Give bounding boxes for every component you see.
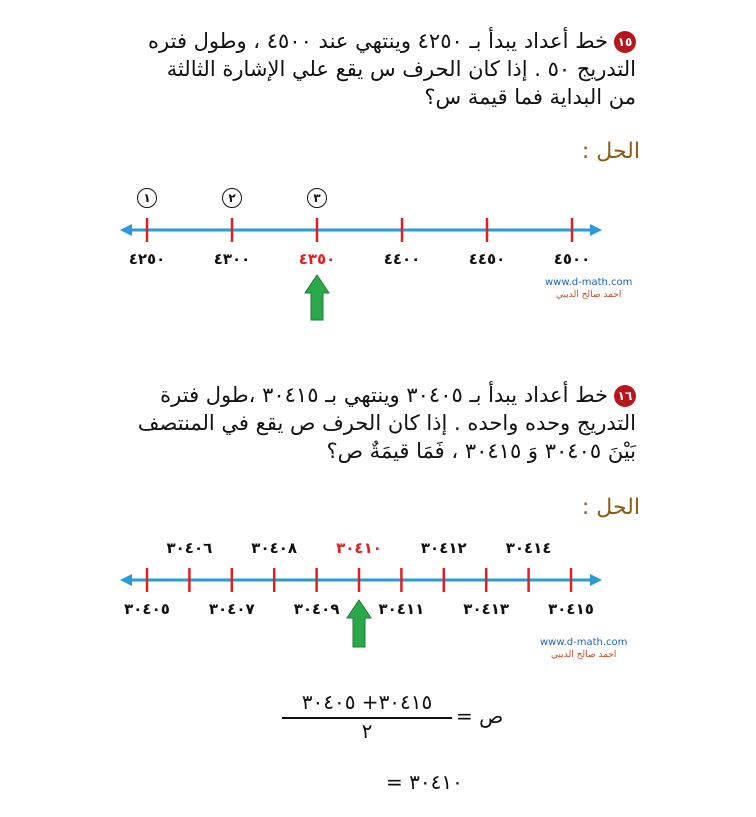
axis-arrow-left bbox=[120, 224, 132, 236]
up-arrow-icon bbox=[305, 275, 329, 320]
tick-label: ٤٥٠٠ bbox=[553, 250, 591, 268]
up-arrow-icon bbox=[347, 600, 371, 647]
tick-label: ٤٤٥٠ bbox=[468, 250, 506, 268]
tick-label: ٤٣٠٠ bbox=[213, 250, 251, 268]
tick-label-top: ٣٠٤١٤ bbox=[505, 539, 552, 557]
equation-lhs: ص = bbox=[456, 704, 504, 728]
tick-label-bottom: ٣٠٤٠٧ bbox=[208, 600, 255, 618]
tick-label-top: ٣٠٤٠٨ bbox=[251, 539, 298, 557]
tick-label-top: ٣٠٤٠٦ bbox=[166, 539, 213, 557]
question-16-number-badge: ١٦ bbox=[614, 385, 636, 407]
question-16-line-2: التدريج وحده واحده . إذا كان الحرف ص يقع في المنتصف bbox=[137, 411, 636, 435]
question-15-line-1: ١٥خط أعداد يبدأ بـ ٤٢٥٠ وينتهي عند ٤٥٠٠ ، وطول فتره bbox=[148, 27, 636, 55]
equation-denominator: ٢ bbox=[361, 719, 373, 743]
equation-numerator: ٣٠٤١٥+ ٣٠٤٠٥ bbox=[301, 690, 433, 714]
tick-label: ٤٤٠٠ bbox=[383, 250, 421, 268]
axis-arrow-left bbox=[120, 574, 132, 586]
tick-label-top: ٣٠٤١٠ bbox=[336, 539, 382, 557]
axis-arrow-right bbox=[590, 574, 602, 586]
tick-label-bottom: ٣٠٤١١ bbox=[378, 600, 425, 618]
question-15-line-3: من البداية فما قيمة س؟ bbox=[424, 85, 636, 109]
watermark-author: احمد صالح الديبي bbox=[551, 650, 617, 660]
question-15-number-badge: ١٥ bbox=[614, 31, 636, 53]
watermark-author: احمد صالح الديبي bbox=[556, 290, 622, 300]
question-16-line-3: بَيْنَ ٣٠٤٠٥ وَ ٣٠٤١٥ ، فَمَا قيمَةٌ ص؟ bbox=[326, 439, 636, 463]
watermark-url: www.d-math.com bbox=[540, 637, 628, 648]
tick-label-top: ٣٠٤١٢ bbox=[420, 539, 467, 557]
tick-label: ٤٢٥٠ bbox=[128, 250, 166, 268]
axis-arrow-right bbox=[590, 224, 602, 236]
question-16 bbox=[138, 381, 636, 465]
watermark-15 bbox=[545, 277, 632, 301]
question-16-line-1: ١٦خط أعداد يبدأ بـ ٣٠٤٠٥ وينتهي بـ ٣٠٤١٥ ،طول فترة bbox=[138, 381, 636, 409]
solution-label-16: الحل : bbox=[581, 495, 640, 520]
tick-label: ٤٣٥٠ bbox=[298, 250, 336, 268]
tick-label-bottom: ٣٠٤٠٩ bbox=[293, 600, 340, 618]
question-15-line-2: التدريج ٥٠ . إذا كان الحرف س يقع علي الإشارة الثالثة bbox=[166, 57, 636, 81]
tick-label-bottom: ٣٠٤١٣ bbox=[463, 600, 510, 618]
mark-number-circle: ٣ bbox=[307, 188, 327, 208]
watermark-url: www.d-math.com bbox=[545, 277, 633, 288]
tick-label-bottom: ٣٠٤٠٥ bbox=[124, 600, 170, 618]
solution-label-15: الحل : bbox=[581, 139, 640, 164]
tick-label-bottom: ٣٠٤١٥ bbox=[548, 600, 594, 618]
mark-number-circle: ١ bbox=[137, 188, 157, 208]
watermark-16 bbox=[540, 637, 627, 661]
mark-number-circle: ٢ bbox=[222, 188, 242, 208]
equation-result: ٣٠٤١٠ = bbox=[386, 770, 463, 794]
